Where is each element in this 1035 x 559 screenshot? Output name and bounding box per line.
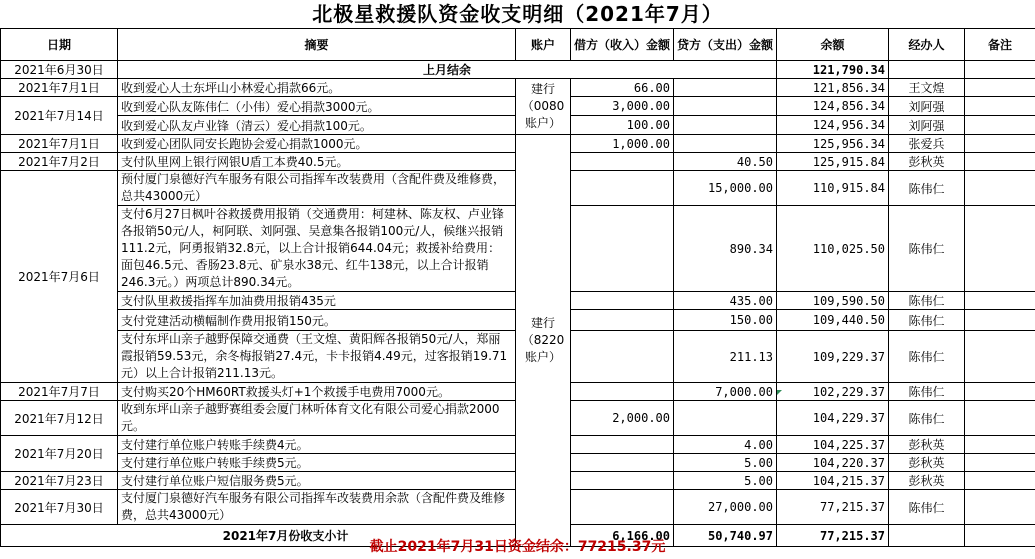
row-summary: 支付6月27日枫叶谷救援费用报销（交通费用：柯建林、陈友权、卢业锋各报销50元/人，柯阿联、刘阿强、吴意集各报销100元/人，候继兴报销111.2元，阿勇报销32.8元，以上合计报销644.04元；救援补给费用：面包46.5元、香肠23.8元、矿泉水38元、红牛138元，以上合计报销246.3元。）两项总计890.34元。: [118, 206, 516, 292]
row-debit: [571, 331, 674, 383]
row-balance: 124,956.34: [777, 116, 889, 135]
row-date: 2021年7月1日: [1, 135, 118, 153]
account-0080: 建行（0080账户）: [516, 79, 571, 135]
header-debit: 借方（收入）金额: [571, 29, 674, 61]
row-handler: 陈伟仁: [889, 206, 965, 292]
row-summary: 支付队里救援指挥车加油费用报销435元: [118, 292, 516, 310]
row-handler: 陈伟仁: [889, 171, 965, 206]
row-handler: 刘阿强: [889, 116, 965, 135]
row-summary: 收到东坪山亲子越野赛组委会厦门林听体育文化有限公司爱心捐款2000元。: [118, 401, 516, 436]
closing-balance-note: 截止2021年7月31日资金结余：77215.37元: [369, 539, 666, 555]
opening-date: 2021年6月30日: [1, 61, 118, 79]
row-summary: 支付购买20个HM60RT救援头灯+1个救援手电费用7000元。: [118, 383, 516, 401]
header-handler: 经办人: [889, 29, 965, 61]
row-debit: 2,000.00: [571, 401, 674, 436]
row-debit: [571, 436, 674, 454]
row-date: 2021年7月20日: [1, 436, 118, 472]
row-debit: [571, 472, 674, 490]
row-debit: [571, 383, 674, 401]
row-debit: [571, 292, 674, 310]
row-date: 2021年7月6日: [1, 171, 118, 383]
row-date: 2021年7月30日: [1, 490, 118, 525]
table-row: [1, 79, 1035, 97]
row-date: 2021年7月1日: [1, 79, 118, 97]
opening-summary: 上月结余: [118, 61, 777, 79]
row-balance: 125,915.84: [777, 153, 889, 171]
subtotal-debit: 6,166.00: [571, 525, 674, 547]
row-credit: 15,000.00: [674, 171, 777, 206]
row-balance: 77,215.37: [777, 490, 889, 525]
row-handler: 陈伟仁: [889, 310, 965, 331]
header-account: 账户: [516, 29, 571, 61]
row-debit: [571, 454, 674, 472]
row-credit: 5.00: [674, 454, 777, 472]
row-debit: 66.00: [571, 79, 674, 97]
opening-balance: 121,790.34: [777, 61, 889, 79]
row-handler: 彭秋英: [889, 472, 965, 490]
row-credit: 27,000.00: [674, 490, 777, 525]
row-balance: 110,025.50: [777, 206, 889, 292]
row-handler: 陈伟仁: [889, 331, 965, 383]
row-summary: 支付厦门泉德好汽车服务有限公司指挥车改装费用余款（含配件费及维修费，总共43000元）: [118, 490, 516, 525]
row-summary: 预付厦门泉德好汽车服务有限公司指挥车改装费用（含配件费及维修费，总共43000元）: [118, 171, 516, 206]
ledger-table: [0, 28, 1035, 547]
opening-row: [1, 61, 1035, 79]
row-debit: [571, 490, 674, 525]
table-row: [1, 135, 1035, 153]
row-summary: 收到爱心团队同安长跑协会爱心捐款1000元。: [118, 135, 516, 153]
row-debit: [571, 310, 674, 331]
row-summary: 收到爱心队友卢业锋（清云）爱心捐款100元。: [118, 116, 516, 135]
row-balance: 104,220.37: [777, 454, 889, 472]
row-debit: 3,000.00: [571, 97, 674, 116]
header-credit: 贷方（支出）金额: [674, 29, 777, 61]
subtotal-label: 2021年7月份收支小计: [1, 525, 571, 547]
row-credit: 7,000.00: [674, 383, 777, 401]
row-balance: 124,856.34: [777, 97, 889, 116]
row-date: 2021年7月23日: [1, 472, 118, 490]
row-handler: 刘阿强: [889, 97, 965, 116]
subtotal-balance: 77,215.37: [777, 525, 889, 547]
row-balance: 109,590.50: [777, 292, 889, 310]
row-summary: 支付建行单位账户短信服务费5元。: [118, 472, 516, 490]
row-balance: 102,229.37: [777, 383, 889, 401]
row-credit: [674, 401, 777, 436]
row-handler: 彭秋英: [889, 153, 965, 171]
row-credit: 890.34: [674, 206, 777, 292]
row-summary: 支付党建活动横幅制作费用报销150元。: [118, 310, 516, 331]
row-summary: 支付建行单位账户转账手续费4元。: [118, 436, 516, 454]
row-credit: 435.00: [674, 292, 777, 310]
row-date: 2021年7月2日: [1, 153, 118, 171]
row-handler: 彭秋英: [889, 454, 965, 472]
row-debit: 100.00: [571, 116, 674, 135]
row-summary: 收到爱心人士东坪山小林爱心捐款66元。: [118, 79, 516, 97]
row-date: 2021年7月7日: [1, 383, 118, 401]
row-summary: 支付东坪山亲子越野保障交通费（王文煌、黄阳辉各报销50元/人，郑丽霞报销59.53元，余冬梅报销27.4元，卡卡报销4.49元，过客报销19.71元）以上合计报销211.13元。: [118, 331, 516, 383]
row-credit: [674, 97, 777, 116]
row-credit: 4.00: [674, 436, 777, 454]
row-debit: 1,000.00: [571, 135, 674, 153]
row-credit: [674, 79, 777, 97]
row-credit: 40.50: [674, 153, 777, 171]
row-balance: 121,856.34: [777, 79, 889, 97]
row-balance: 109,440.50: [777, 310, 889, 331]
row-credit: 150.00: [674, 310, 777, 331]
header-remark: 备注: [965, 29, 1035, 61]
row-handler: 陈伟仁: [889, 383, 965, 401]
row-summary: 支付建行单位账户转账手续费5元。: [118, 454, 516, 472]
row-credit: [674, 135, 777, 153]
account-8220: 建行（8220账户）: [516, 135, 571, 547]
row-credit: 211.13: [674, 331, 777, 383]
row-handler: 陈伟仁: [889, 401, 965, 436]
row-debit: [571, 153, 674, 171]
row-balance: 104,215.37: [777, 472, 889, 490]
header-summary: 摘要: [118, 29, 516, 61]
subtotal-credit: 50,740.97: [674, 525, 777, 547]
row-balance: 109,229.37: [777, 331, 889, 383]
header-date: 日期: [1, 29, 118, 61]
cell-comment-marker: [777, 390, 782, 395]
row-credit: [674, 116, 777, 135]
row-balance: 110,915.84: [777, 171, 889, 206]
header-row: [1, 29, 1035, 61]
row-summary: 支付队里网上银行网银U盾工本费40.5元。: [118, 153, 516, 171]
row-date: 2021年7月12日: [1, 401, 118, 436]
row-balance: 125,956.34: [777, 135, 889, 153]
row-handler: 彭秋英: [889, 436, 965, 454]
header-balance: 余额: [777, 29, 889, 61]
sheet-title: 北极星救援队资金收支明细（2021年7月）: [312, 2, 723, 26]
row-handler: 张爱兵: [889, 135, 965, 153]
row-debit: [571, 206, 674, 292]
row-summary: 收到爱心队友陈伟仁（小伟）爱心捐款3000元。: [118, 97, 516, 116]
row-handler: 陈伟仁: [889, 490, 965, 525]
row-balance: 104,225.37: [777, 436, 889, 454]
row-balance: 104,229.37: [777, 401, 889, 436]
row-handler: 陈伟仁: [889, 292, 965, 310]
row-date: 2021年7月14日: [1, 97, 118, 135]
row-debit: [571, 171, 674, 206]
row-handler: 王文煌: [889, 79, 965, 97]
row-credit: 5.00: [674, 472, 777, 490]
